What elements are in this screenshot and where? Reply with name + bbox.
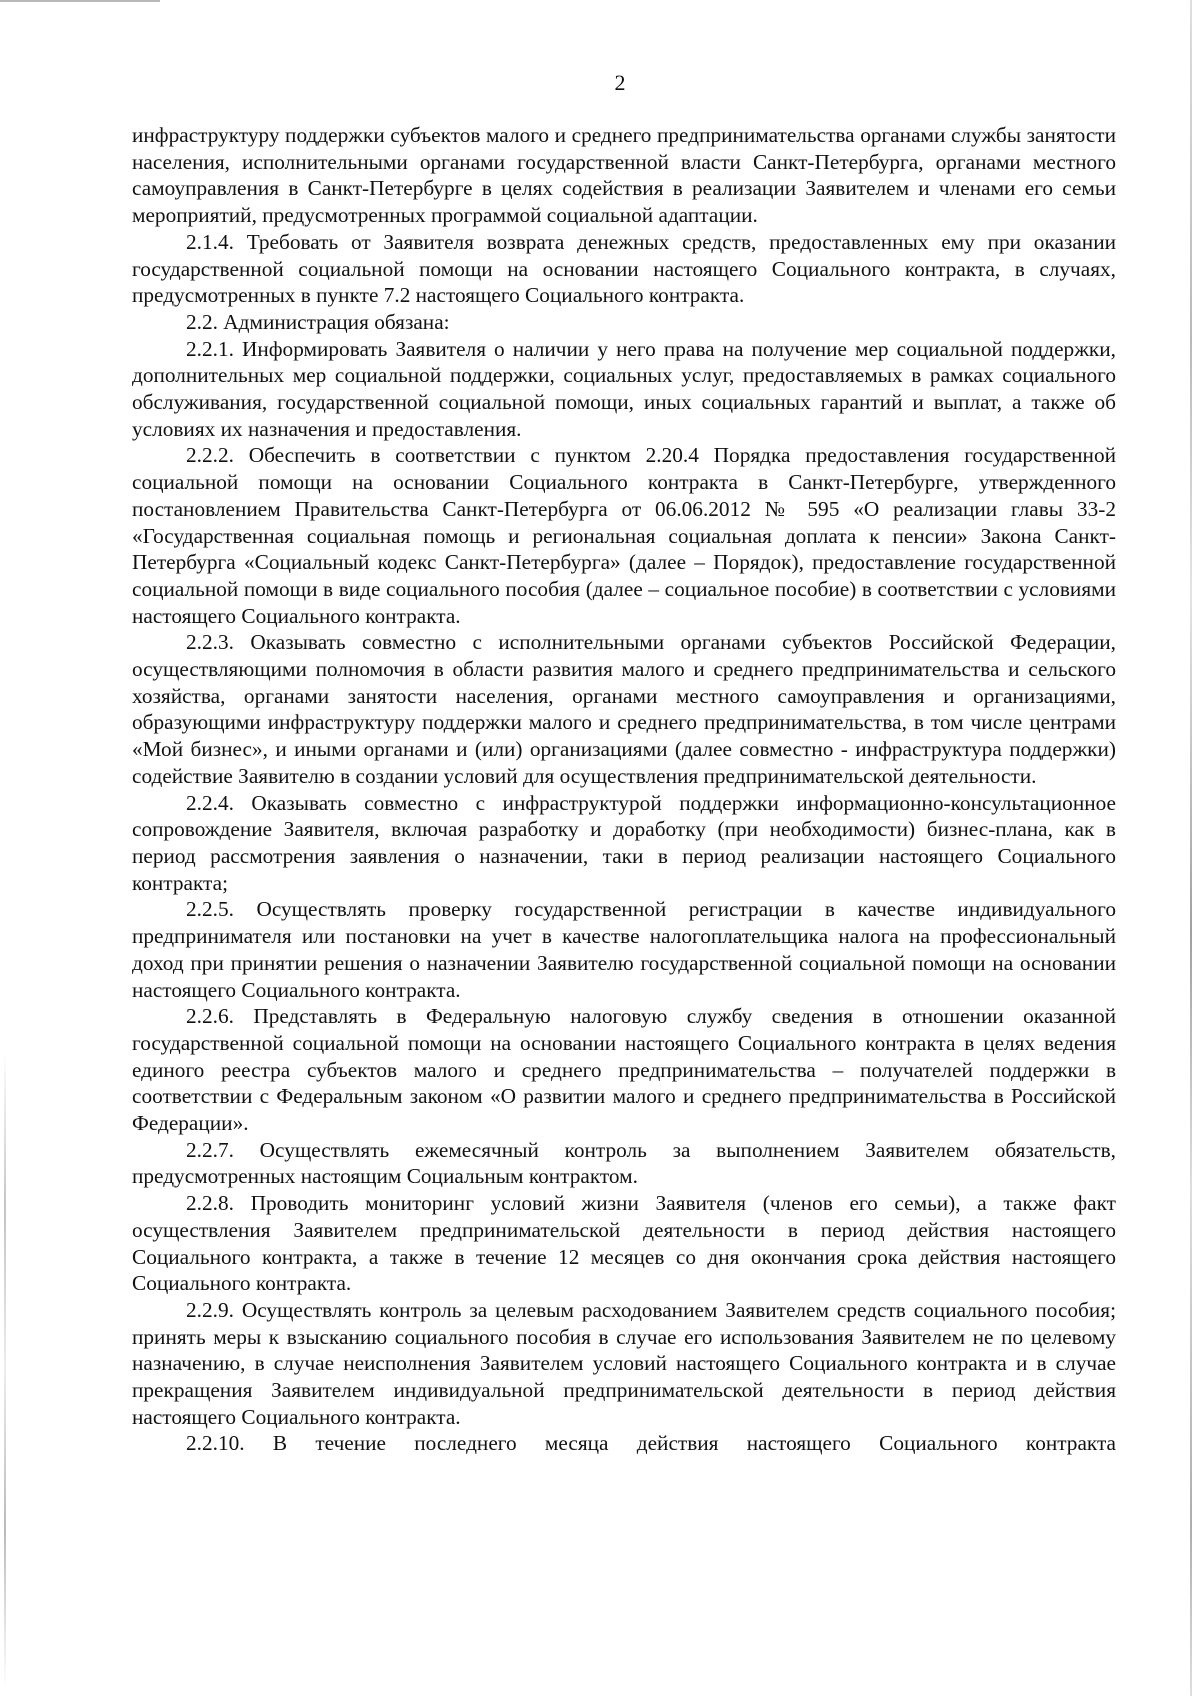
paragraph-2-2-5: 2.2.5. Осуществлять проверку государственной регистрации в качестве индивидуального предпринимателя или постановки на учет в качестве налогоплательщика налога на профессиональный доход при принятии решения о назначении Заявителю государственной социальной помощи на основании настоящего Социального контракта.: [132, 897, 1116, 1002]
paragraph-2-2-1: 2.2.1. Информировать Заявителя о наличии у него права на получение мер социальной поддержки, дополнительных мер социальной поддержки, социальных услуг, предоставляемых в рамках социального обслуживания, государственной социальной помощи, иных социальных гарантий и выплат, а также об условиях их назначения и предоставления.: [132, 336, 1116, 441]
paragraph-2-2-9: 2.2.9. Осуществлять контроль за целевым расходованием Заявителем средств социального пособия; принять меры к взысканию социального пособия в случае его использования Заявителем не по целевому назначению, в случае неисполнения Заявителем условий настоящего Социального контракта и в случае прекращения Заявителем индивидуальной предпринимательской деятельности в период действия настоящего Социального контракта.: [132, 1297, 1116, 1429]
paragraph-2-2-10: 2.2.10. В течение последнего месяца действия настоящего Социального контракта: [186, 1431, 1116, 1456]
paragraph-2-2-4: 2.2.4. Оказывать совместно с инфраструктурой поддержки информационно-консультационное сопровождение Заявителя, включая разработку и доработку (при необходимости) бизнес-плана, как в период рассмотрения заявления о назначении, таки в период реализации настоящего Социального контракта;: [132, 790, 1116, 895]
paragraph-2-2-2: 2.2.2. Обеспечить в соответствии с пунктом 2.20.4 Порядка предоставления государственной социальной помощи на основании Социального контракта в Санкт-Петербурге, утвержденного постановлением Правительства Санкт-Петербурга от 06.06.2012 № 595 «О реализации главы 33-2 «Государственная социальная помощь и региональная социальная доплата к пенсии» Закона Санкт-Петербурга «Социальный кодекс Санкт-Петербурга» (далее – Порядок), предоставление государственной социальной помощи в виде социального пособия (далее – социальное пособие) в соответствии с условиями настоящего Социального контракта.: [132, 443, 1116, 628]
paragraph-2-2: 2.2. Администрация обязана:: [186, 309, 450, 334]
scan-edge-right: [1190, 0, 1192, 1696]
paragraph-continuation: инфраструктуру поддержки субъектов малого и среднего предпринимательства органами службы занятости населения, исполнительными органами государственной власти Санкт-Петербурга, органами местного самоуправления в Санкт-Петербурге в целях содействия в реализации Заявителем и членами его семьи мероприятий, предусмотренных программой социальной адаптации.: [132, 123, 1116, 228]
scan-edge-left: [4, 1050, 6, 1690]
paragraph-2-1-4: 2.1.4. Требовать от Заявителя возврата денежных средств, предоставленных ему при оказании государственной социальной помощи на основании настоящего Социального контракта, в случаях, предусмотренных в пункте 7.2 настоящего Социального контракта.: [132, 229, 1116, 308]
paragraph-2-2-6: 2.2.6. Представлять в Федеральную налоговую службу сведения в отношении оказанной государственной социальной помощи на основании настоящего Социального контракта в целях ведения единого реестра субъектов малого и среднего предпринимательства – получателей поддержки в соответствии с Федеральным законом «О развитии малого и среднего предпринимательства в Российской Федерации».: [132, 1004, 1116, 1136]
document-body: [132, 122, 1116, 1457]
paragraph-2-2-3: 2.2.3. Оказывать совместно с исполнительными органами субъектов Российской Федерации, осуществляющими полномочия в области развития малого и среднего предпринимательства и сельского хозяйства, органами занятости населения, органами местного самоуправления и организациями, образующими инфраструктуру поддержки малого и среднего предпринимательства, в том числе центрами «Мой бизнес», и иными органами и (или) организациями (далее совместно - инфраструктура поддержки) содействие Заявителю в создании условий для осуществления предпринимательской деятельности.: [132, 630, 1116, 788]
scan-edge-top: [0, 0, 160, 2]
paragraph-2-2-8: 2.2.8. Проводить мониторинг условий жизни Заявителя (членов его семьи), а также факт осуществления Заявителем предпринимательской деятельности в период действия настоящего Социального контракта, а также в течение 12 месяцев со дня окончания срока действия настоящего Социального контракта.: [132, 1191, 1116, 1296]
paragraph-2-2-7: 2.2.7. Осуществлять ежемесячный контроль за выполнением Заявителем обязательств, предусмотренных настоящим Социальным контрактом.: [132, 1137, 1116, 1189]
page-number: 2: [614, 70, 626, 95]
